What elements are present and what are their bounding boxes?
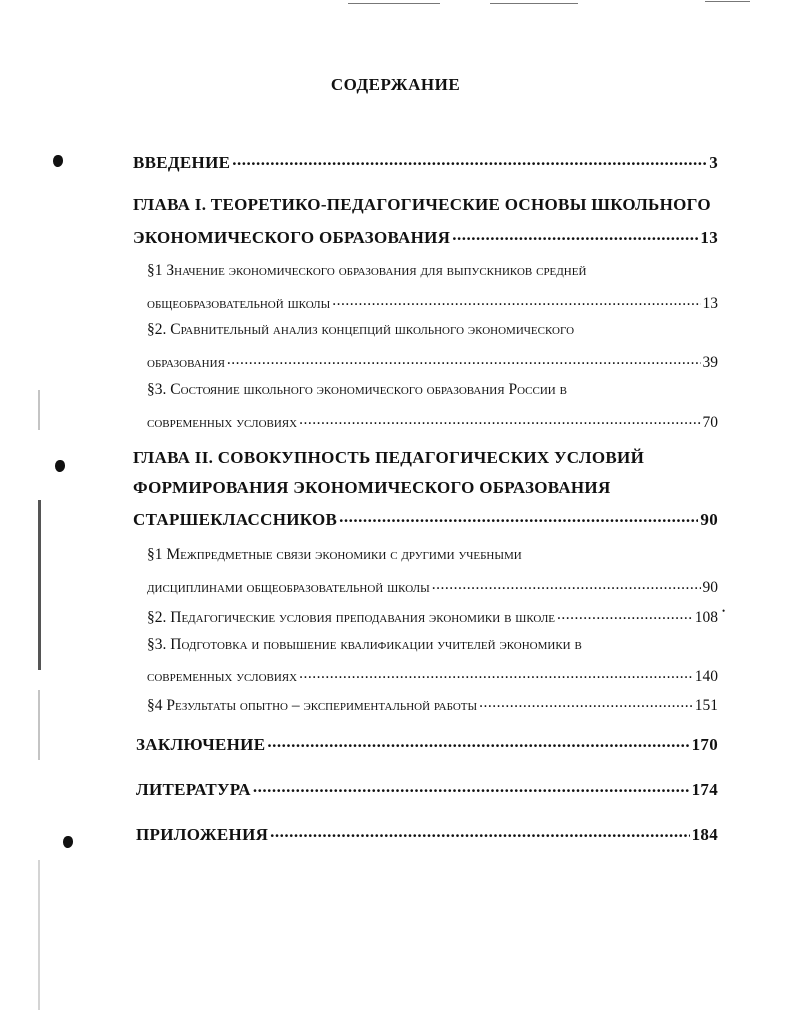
entry-label: современных условиях: [147, 413, 298, 431]
entry-label: §4 Результаты опытно – экспериментальной работы: [147, 696, 478, 714]
dot-leader: [270, 823, 689, 840]
toc-entry-section-1-3: [147, 411, 718, 432]
dot-leader: [479, 694, 693, 710]
toc-entry-section-1-1: [147, 292, 718, 313]
page-number: 13: [700, 228, 718, 247]
entry-label: ЛИТЕРАТУРА: [136, 780, 251, 799]
entry-label: §2. Педагогические условия преподавания экономики в школе: [147, 608, 556, 626]
dot-leader: [452, 226, 698, 243]
toc-entry-section-1-2-line1: §2. Сравнительный анализ концепций школьного экономического: [147, 321, 575, 338]
page-number: 3: [709, 153, 718, 172]
entry-label: СТАРШЕКЛАССНИКОВ: [133, 510, 338, 529]
toc-entry-introduction: [133, 151, 718, 173]
hole-punch-mark: [55, 460, 65, 472]
toc-entry-section-1-1-line1: §1 Значение экономического образования для выпускников средней: [147, 262, 587, 279]
toc-entry-conclusion: [136, 733, 718, 755]
toc-entry-appendices: [136, 823, 718, 845]
toc-title: СОДЕРЖАНИЕ: [330, 75, 461, 94]
entry-label: ЭКОНОМИЧЕСКОГО ОБРАЗОВАНИЯ: [133, 228, 451, 247]
page-number: 170: [691, 735, 718, 754]
dot-leader: [332, 292, 700, 308]
page-number: 151: [694, 696, 718, 714]
scan-margin-streak: [38, 860, 40, 1010]
entry-label: общеобразовательной школы: [147, 294, 331, 312]
toc-entry-section-1-2: [147, 351, 718, 372]
toc-entry-chapter-2-line1: ГЛАВА II. СОВОКУПНОСТЬ ПЕДАГОГИЧЕСКИХ УСЛОВИЙ: [133, 448, 645, 467]
scan-margin-streak: [38, 690, 40, 760]
toc-entry-section-2-4: [147, 694, 718, 715]
page-number: 39: [702, 353, 718, 371]
entry-label: дисциплинами общеобразовательной школы: [147, 578, 430, 596]
dot-leader: [253, 778, 690, 795]
toc-entry-chapter-2-line2: ФОРМИРОВАНИЯ ЭКОНОМИЧЕСКОГО ОБРАЗОВАНИЯ: [133, 478, 611, 497]
hole-punch-mark: [53, 155, 63, 167]
dot-leader: [299, 411, 700, 427]
toc-entry-section-2-1-line1: §1 Межпредметные связи экономики с другими учебными: [147, 546, 522, 563]
dot-leader: [227, 351, 701, 367]
entry-label: ПРИЛОЖЕНИЯ: [136, 825, 269, 844]
page-number: 140: [694, 667, 718, 685]
dot-leader: [267, 733, 689, 750]
toc-entry-section-2-2: [147, 606, 718, 627]
dot-leader: [299, 665, 693, 681]
page-number: 90: [700, 510, 718, 529]
scan-artifact-line: [348, 3, 440, 4]
toc-entry-chapter-1-line1: ГЛАВА I. ТЕОРЕТИКО-ПЕДАГОГИЧЕСКИЕ ОСНОВЫ ШКОЛЬНОГО: [133, 195, 711, 214]
page-number: 13: [702, 294, 718, 312]
toc-entry-section-2-3: [147, 665, 718, 686]
page-number: 184: [691, 825, 718, 844]
entry-label: ЗАКЛЮЧЕНИЕ: [136, 735, 266, 754]
scan-margin-streak: [38, 390, 40, 430]
entry-label: ВВЕДЕНИЕ: [133, 153, 231, 172]
page-number: 90: [702, 578, 718, 596]
toc-entry-chapter-1: [133, 226, 718, 248]
page-number: 70: [702, 413, 718, 431]
entry-label: современных условиях: [147, 667, 298, 685]
toc-entry-chapter-2: [133, 508, 718, 530]
toc-entry-section-2-1: [147, 576, 718, 597]
scan-artifact-mark: •: [722, 606, 726, 616]
toc-entry-section-2-3-line1: §3. Подготовка и повышение квалификации учителей экономики в: [147, 636, 582, 653]
dot-leader: [339, 508, 698, 525]
toc-entry-section-1-3-line1: §3. Состояние школьного экономического образования России в: [147, 381, 567, 398]
page-number: 108: [694, 608, 718, 626]
dot-leader: [232, 151, 707, 168]
scan-artifact-line: [490, 3, 578, 4]
hole-punch-mark: [63, 836, 73, 848]
dot-leader: [557, 606, 693, 622]
dot-leader: [432, 576, 701, 592]
entry-label: образования: [147, 353, 225, 371]
scan-artifact-line: [705, 1, 750, 2]
scan-margin-streak: [38, 500, 41, 670]
page-number: 174: [691, 780, 718, 799]
toc-entry-bibliography: [136, 778, 718, 800]
